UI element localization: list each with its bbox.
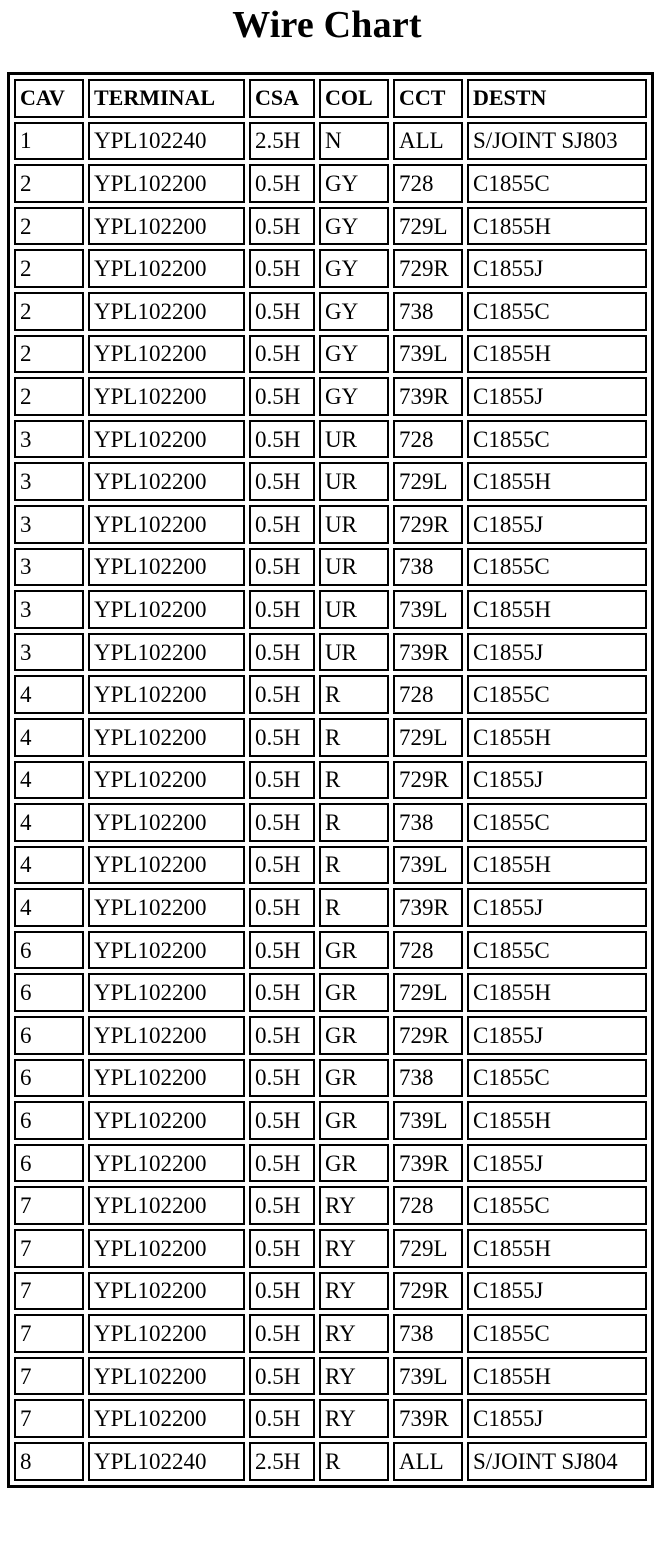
- cell-terminal: YPL102200: [88, 207, 245, 246]
- cell-col: UR: [319, 633, 389, 672]
- cell-destn: C1855C: [467, 420, 647, 459]
- cell-csa: 0.5H: [249, 548, 315, 587]
- cell-cav: 6: [14, 931, 84, 970]
- cell-cav: 4: [14, 675, 84, 714]
- cell-cct: 728: [393, 420, 463, 459]
- table-header: [14, 79, 647, 118]
- table-row: [14, 548, 647, 587]
- cell-col: RY: [319, 1399, 389, 1438]
- cell-col: GY: [319, 335, 389, 374]
- cell-cav: 4: [14, 803, 84, 842]
- cell-destn: C1855J: [467, 1399, 647, 1438]
- cell-cav: 7: [14, 1272, 84, 1311]
- cell-col: R: [319, 761, 389, 800]
- table-row: [14, 1357, 647, 1396]
- table-row: [14, 1229, 647, 1268]
- cell-col: R: [319, 803, 389, 842]
- cell-terminal: YPL102200: [88, 675, 245, 714]
- cell-csa: 2.5H: [249, 122, 315, 161]
- cell-cav: 6: [14, 1144, 84, 1183]
- cell-cct: 729L: [393, 207, 463, 246]
- table-row: [14, 1101, 647, 1140]
- cell-cav: 3: [14, 462, 84, 501]
- cell-csa: 0.5H: [249, 1229, 315, 1268]
- cell-cct: 739R: [393, 377, 463, 416]
- cell-col: GR: [319, 1144, 389, 1183]
- cell-csa: 0.5H: [249, 1101, 315, 1140]
- cell-cct: 739L: [393, 335, 463, 374]
- cell-terminal: YPL102200: [88, 377, 245, 416]
- cell-csa: 0.5H: [249, 1016, 315, 1055]
- cell-csa: 0.5H: [249, 1186, 315, 1225]
- cell-terminal: YPL102200: [88, 718, 245, 757]
- cell-cav: 3: [14, 633, 84, 672]
- table-row: [14, 888, 647, 927]
- cell-terminal: YPL102200: [88, 1016, 245, 1055]
- table-row: [14, 1059, 647, 1098]
- column-header-cav: CAV: [14, 79, 84, 118]
- cell-csa: 0.5H: [249, 973, 315, 1012]
- table-row: [14, 249, 647, 288]
- cell-col: UR: [319, 505, 389, 544]
- cell-cav: 4: [14, 761, 84, 800]
- cell-col: RY: [319, 1186, 389, 1225]
- cell-cav: 4: [14, 888, 84, 927]
- table-row: [14, 505, 647, 544]
- column-header-cct: CCT: [393, 79, 463, 118]
- cell-col: UR: [319, 548, 389, 587]
- cell-destn: C1855H: [467, 718, 647, 757]
- header-row: [14, 79, 647, 118]
- cell-destn: C1855C: [467, 164, 647, 203]
- table-row: [14, 590, 647, 629]
- cell-terminal: YPL102240: [88, 122, 245, 161]
- cell-col: R: [319, 718, 389, 757]
- cell-cav: 4: [14, 718, 84, 757]
- cell-csa: 0.5H: [249, 931, 315, 970]
- cell-destn: C1855J: [467, 1272, 647, 1311]
- cell-csa: 0.5H: [249, 846, 315, 885]
- cell-csa: 0.5H: [249, 761, 315, 800]
- cell-terminal: YPL102200: [88, 1314, 245, 1353]
- cell-cct: 739R: [393, 633, 463, 672]
- cell-cct: 729R: [393, 1016, 463, 1055]
- cell-cct: 728: [393, 164, 463, 203]
- cell-col: RY: [319, 1357, 389, 1396]
- cell-cav: 2: [14, 207, 84, 246]
- cell-terminal: YPL102200: [88, 1144, 245, 1183]
- cell-cct: 738: [393, 803, 463, 842]
- cell-terminal: YPL102200: [88, 249, 245, 288]
- cell-col: GR: [319, 1016, 389, 1055]
- cell-col: GY: [319, 292, 389, 331]
- cell-cav: 3: [14, 420, 84, 459]
- cell-cct: 739L: [393, 1101, 463, 1140]
- cell-terminal: YPL102200: [88, 164, 245, 203]
- cell-destn: C1855H: [467, 846, 647, 885]
- cell-destn: C1855J: [467, 888, 647, 927]
- cell-cct: 739L: [393, 590, 463, 629]
- cell-destn: C1855H: [467, 1357, 647, 1396]
- table-row: [14, 973, 647, 1012]
- cell-destn: C1855H: [467, 1229, 647, 1268]
- cell-terminal: YPL102200: [88, 1272, 245, 1311]
- cell-destn: C1855H: [467, 590, 647, 629]
- cell-csa: 0.5H: [249, 1399, 315, 1438]
- cell-destn: S/JOINT SJ804: [467, 1442, 647, 1481]
- cell-destn: C1855J: [467, 633, 647, 672]
- cell-csa: 0.5H: [249, 803, 315, 842]
- cell-destn: C1855J: [467, 1016, 647, 1055]
- cell-csa: 0.5H: [249, 633, 315, 672]
- cell-destn: C1855C: [467, 1314, 647, 1353]
- cell-col: GY: [319, 249, 389, 288]
- table-row: [14, 1442, 647, 1481]
- cell-cct: 729R: [393, 761, 463, 800]
- cell-cct: 729R: [393, 505, 463, 544]
- cell-terminal: YPL102200: [88, 420, 245, 459]
- column-header-destn: DESTN: [467, 79, 647, 118]
- table-row: [14, 164, 647, 203]
- cell-terminal: YPL102200: [88, 548, 245, 587]
- cell-terminal: YPL102200: [88, 1229, 245, 1268]
- cell-destn: C1855H: [467, 1101, 647, 1140]
- cell-col: GY: [319, 207, 389, 246]
- cell-col: GR: [319, 1059, 389, 1098]
- cell-csa: 0.5H: [249, 505, 315, 544]
- cell-cct: 739L: [393, 846, 463, 885]
- cell-cav: 1: [14, 122, 84, 161]
- table-row: [14, 335, 647, 374]
- cell-terminal: YPL102200: [88, 888, 245, 927]
- cell-destn: C1855C: [467, 675, 647, 714]
- cell-destn: C1855C: [467, 548, 647, 587]
- cell-terminal: YPL102200: [88, 846, 245, 885]
- cell-col: GR: [319, 931, 389, 970]
- cell-cct: 738: [393, 1059, 463, 1098]
- cell-csa: 0.5H: [249, 292, 315, 331]
- cell-csa: 0.5H: [249, 462, 315, 501]
- cell-cav: 4: [14, 846, 84, 885]
- cell-destn: C1855H: [467, 462, 647, 501]
- cell-cct: 728: [393, 931, 463, 970]
- cell-cav: 7: [14, 1186, 84, 1225]
- cell-terminal: YPL102200: [88, 973, 245, 1012]
- cell-destn: C1855J: [467, 377, 647, 416]
- cell-csa: 0.5H: [249, 164, 315, 203]
- cell-cav: 2: [14, 249, 84, 288]
- cell-cct: 739L: [393, 1357, 463, 1396]
- cell-col: RY: [319, 1314, 389, 1353]
- cell-col: UR: [319, 462, 389, 501]
- cell-destn: C1855J: [467, 505, 647, 544]
- cell-terminal: YPL102200: [88, 462, 245, 501]
- cell-cct: 738: [393, 548, 463, 587]
- table-row: [14, 122, 647, 161]
- cell-cct: 728: [393, 675, 463, 714]
- cell-cav: 7: [14, 1229, 84, 1268]
- table-row: [14, 377, 647, 416]
- cell-cct: 738: [393, 292, 463, 331]
- column-header-csa: CSA: [249, 79, 315, 118]
- cell-terminal: YPL102200: [88, 335, 245, 374]
- wire-chart-table: [7, 72, 654, 1488]
- cell-csa: 0.5H: [249, 1314, 315, 1353]
- cell-terminal: YPL102200: [88, 633, 245, 672]
- cell-col: GY: [319, 377, 389, 416]
- cell-cav: 7: [14, 1314, 84, 1353]
- page-title: Wire Chart: [232, 4, 422, 46]
- table-row: [14, 1399, 647, 1438]
- cell-col: RY: [319, 1229, 389, 1268]
- cell-col: UR: [319, 590, 389, 629]
- cell-csa: 2.5H: [249, 1442, 315, 1481]
- table-row: [14, 420, 647, 459]
- cell-csa: 0.5H: [249, 590, 315, 629]
- cell-cct: 729L: [393, 718, 463, 757]
- table-row: [14, 633, 647, 672]
- table-row: [14, 462, 647, 501]
- cell-csa: 0.5H: [249, 888, 315, 927]
- cell-terminal: YPL102200: [88, 505, 245, 544]
- cell-col: RY: [319, 1272, 389, 1311]
- cell-csa: 0.5H: [249, 1272, 315, 1311]
- cell-terminal: YPL102200: [88, 1059, 245, 1098]
- table-row: [14, 718, 647, 757]
- cell-destn: C1855C: [467, 931, 647, 970]
- table-row: [14, 1016, 647, 1055]
- cell-csa: 0.5H: [249, 1059, 315, 1098]
- cell-cct: 729R: [393, 1272, 463, 1311]
- cell-cav: 6: [14, 1059, 84, 1098]
- cell-destn: C1855H: [467, 335, 647, 374]
- cell-terminal: YPL102240: [88, 1442, 245, 1481]
- cell-col: N: [319, 122, 389, 161]
- cell-cav: 6: [14, 973, 84, 1012]
- cell-csa: 0.5H: [249, 718, 315, 757]
- cell-col: R: [319, 846, 389, 885]
- column-header-terminal: TERMINAL: [88, 79, 245, 118]
- cell-cct: 729L: [393, 1229, 463, 1268]
- table-row: [14, 1186, 647, 1225]
- table-row: [14, 1272, 647, 1311]
- cell-cav: 3: [14, 548, 84, 587]
- cell-col: R: [319, 1442, 389, 1481]
- table-row: [14, 761, 647, 800]
- cell-csa: 0.5H: [249, 1144, 315, 1183]
- cell-cav: 7: [14, 1357, 84, 1396]
- cell-terminal: YPL102200: [88, 803, 245, 842]
- cell-cav: 6: [14, 1016, 84, 1055]
- cell-csa: 0.5H: [249, 420, 315, 459]
- cell-col: UR: [319, 420, 389, 459]
- cell-cav: 8: [14, 1442, 84, 1481]
- cell-destn: C1855J: [467, 761, 647, 800]
- cell-cav: 2: [14, 292, 84, 331]
- table-row: [14, 931, 647, 970]
- cell-destn: S/JOINT SJ803: [467, 122, 647, 161]
- column-header-col: COL: [319, 79, 389, 118]
- cell-csa: 0.5H: [249, 249, 315, 288]
- cell-cct: 739R: [393, 1399, 463, 1438]
- cell-col: R: [319, 675, 389, 714]
- cell-terminal: YPL102200: [88, 1186, 245, 1225]
- cell-csa: 0.5H: [249, 1357, 315, 1396]
- cell-terminal: YPL102200: [88, 1357, 245, 1396]
- table-row: [14, 675, 647, 714]
- cell-col: GR: [319, 973, 389, 1012]
- cell-cav: 7: [14, 1399, 84, 1438]
- cell-destn: C1855J: [467, 1144, 647, 1183]
- cell-cct: 729L: [393, 462, 463, 501]
- cell-cav: 6: [14, 1101, 84, 1140]
- cell-destn: C1855J: [467, 249, 647, 288]
- cell-cav: 2: [14, 164, 84, 203]
- cell-cct: 739R: [393, 1144, 463, 1183]
- cell-cav: 3: [14, 505, 84, 544]
- cell-col: GY: [319, 164, 389, 203]
- cell-col: R: [319, 888, 389, 927]
- cell-destn: C1855C: [467, 1059, 647, 1098]
- cell-cav: 2: [14, 377, 84, 416]
- cell-csa: 0.5H: [249, 675, 315, 714]
- cell-destn: C1855C: [467, 292, 647, 331]
- cell-destn: C1855H: [467, 973, 647, 1012]
- cell-cct: 728: [393, 1186, 463, 1225]
- table-row: [14, 1314, 647, 1353]
- cell-terminal: YPL102200: [88, 931, 245, 970]
- table-body: [14, 122, 647, 1481]
- cell-terminal: YPL102200: [88, 1399, 245, 1438]
- table-row: [14, 803, 647, 842]
- cell-cct: 739R: [393, 888, 463, 927]
- table-row: [14, 207, 647, 246]
- cell-terminal: YPL102200: [88, 292, 245, 331]
- cell-csa: 0.5H: [249, 377, 315, 416]
- cell-cav: 3: [14, 590, 84, 629]
- cell-csa: 0.5H: [249, 207, 315, 246]
- cell-destn: C1855C: [467, 1186, 647, 1225]
- cell-terminal: YPL102200: [88, 761, 245, 800]
- cell-cct: 738: [393, 1314, 463, 1353]
- table-row: [14, 846, 647, 885]
- cell-csa: 0.5H: [249, 335, 315, 374]
- cell-terminal: YPL102200: [88, 590, 245, 629]
- cell-cct: 729L: [393, 973, 463, 1012]
- cell-destn: C1855H: [467, 207, 647, 246]
- cell-cav: 2: [14, 335, 84, 374]
- cell-cct: ALL: [393, 122, 463, 161]
- table-row: [14, 292, 647, 331]
- cell-destn: C1855C: [467, 803, 647, 842]
- cell-col: GR: [319, 1101, 389, 1140]
- cell-terminal: YPL102200: [88, 1101, 245, 1140]
- table-row: [14, 1144, 647, 1183]
- cell-cct: 729R: [393, 249, 463, 288]
- cell-cct: ALL: [393, 1442, 463, 1481]
